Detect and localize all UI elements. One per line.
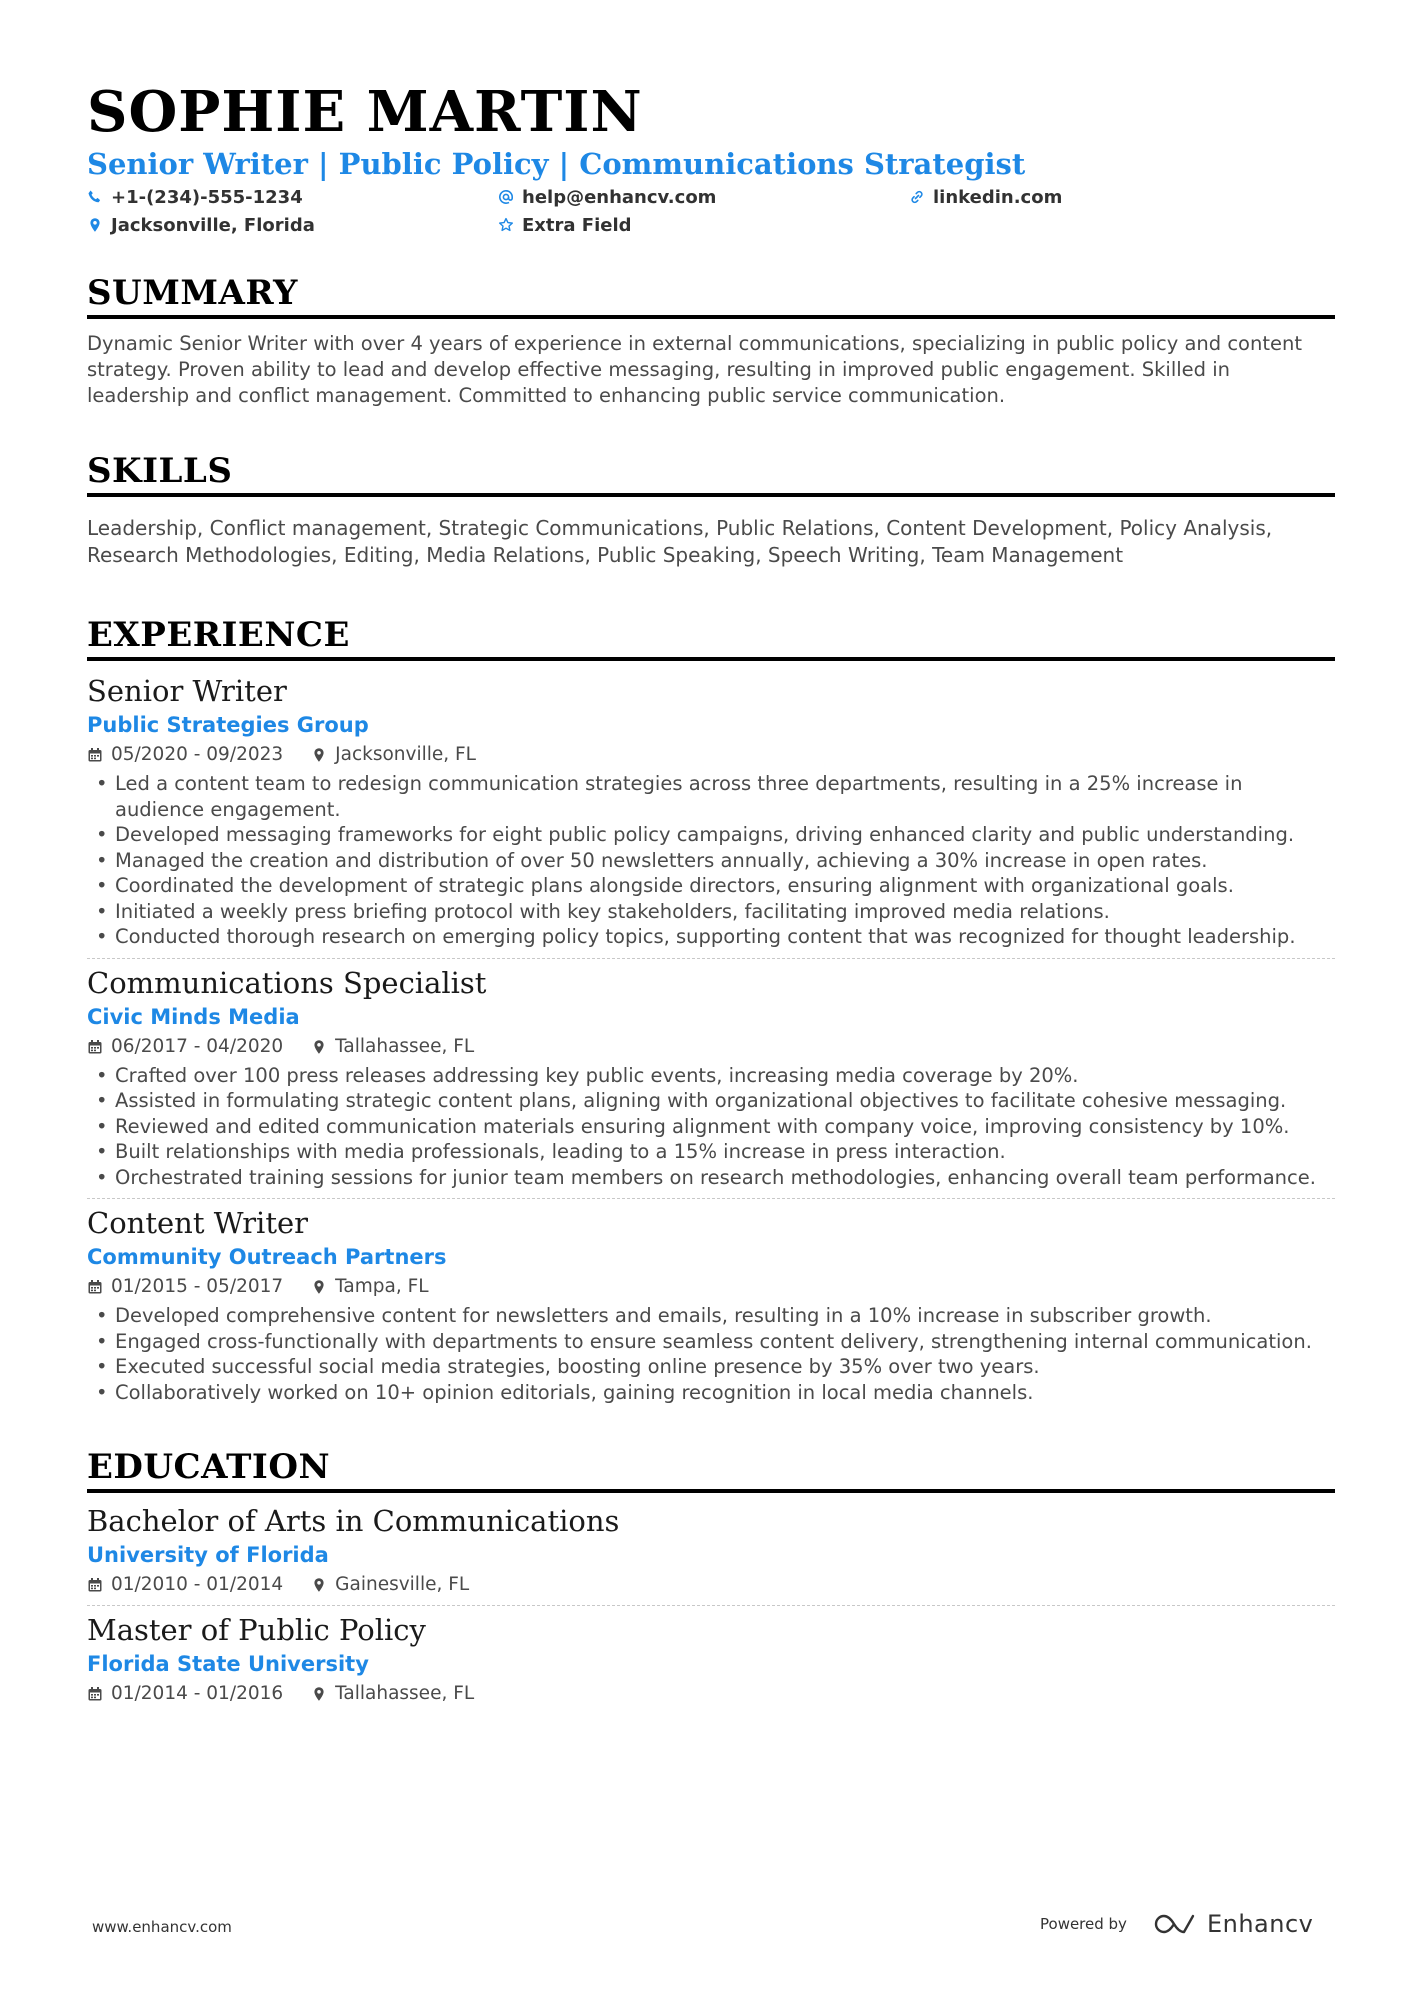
calendar-icon	[87, 1577, 103, 1593]
education-entry	[87, 1503, 1335, 1597]
list-item: • Reviewed and edited communication materials ensuring alignment with company voice, improving consistency by 10%.	[87, 1114, 1335, 1140]
contact-phone[interactable]	[87, 185, 498, 209]
contact-email[interactable]	[498, 185, 909, 209]
job-bullets	[87, 771, 1335, 950]
enhancv-logo-icon	[1153, 1912, 1199, 1936]
school-name[interactable]: University of Florida	[87, 1543, 329, 1567]
skills-text: Leadership, Conflict management, Strategic Communications, Public Relations, Content Development, Policy Analysis, Research Methodologies, Editing, Media Relations, Public Speaking, Speech Writing, Team Management	[87, 516, 1273, 567]
job-location-text: Jacksonville, FL	[335, 744, 476, 765]
education-location-text: Gainesville, FL	[335, 1574, 470, 1595]
contact-linkedin[interactable]	[909, 185, 1335, 209]
contact-phone-text: +1-(234)-555-1234	[111, 186, 303, 208]
brand-name: Enhancv	[1206, 1910, 1314, 1938]
calendar-icon	[87, 1279, 103, 1295]
list-item: • Assisted in formulating strategic content plans, aligning with organizational objectives to facilitate cohesive messaging.	[87, 1088, 1335, 1114]
entry-divider	[87, 1198, 1335, 1199]
degree-title: Master of Public Policy	[87, 1613, 426, 1647]
education-location-text: Tallahassee, FL	[335, 1683, 475, 1704]
location-icon	[311, 1686, 327, 1702]
footer-website[interactable]: www.enhancv.com	[92, 1918, 232, 1936]
job-meta	[87, 1275, 1335, 1299]
contact-location-text: Jacksonville, Florida	[111, 214, 315, 236]
job-bullets	[87, 1303, 1335, 1405]
footer-branding	[1040, 1910, 1313, 1938]
education-section	[87, 1447, 1335, 1706]
education-meta	[87, 1682, 1335, 1706]
list-item: • Orchestrated training sessions for junior team members on research methodologies, enhancing overall team performance.	[87, 1165, 1335, 1191]
candidate-name: SOPHIE MARTIN	[87, 79, 643, 145]
list-item: • Led a content team to redesign communication strategies across three departments, resulting in a 25% increase in audience engagement.	[87, 771, 1335, 822]
job-location-text: Tallahassee, FL	[335, 1035, 475, 1057]
job-dates-text: 05/2020 - 09/2023	[111, 744, 284, 765]
summary-text: Dynamic Senior Writer with over 4 years of experience in external communications, specializing in public policy and content strategy. Proven ability to lead and develop effective messaging, resulting in improved public engagement. Skilled in leadership and conflict management. Committed to enhancing public service communication.	[87, 332, 1302, 407]
summary-heading: SUMMARY	[87, 273, 1335, 319]
job-location	[311, 743, 476, 767]
job-bullets	[87, 1063, 1335, 1191]
calendar-icon	[87, 1686, 103, 1702]
list-item: • Initiated a weekly press briefing protocol with key stakeholders, facilitating improved media relations.	[87, 899, 1335, 925]
location-icon	[311, 1577, 327, 1593]
location-icon	[311, 747, 327, 763]
phone-icon	[87, 186, 109, 208]
list-item: • Managed the creation and distribution of over 50 newsletters annually, achieving a 30% increase in open rates.	[87, 848, 1335, 874]
list-item: • Crafted over 100 press releases addressing key public events, increasing media coverage by 20%.	[87, 1063, 1335, 1089]
education-meta	[87, 1573, 1335, 1597]
entry-divider	[87, 958, 1335, 959]
location-icon	[87, 214, 109, 236]
candidate-headline: Senior Writer | Public Policy | Communications Strategist	[87, 147, 1026, 181]
star-icon	[498, 214, 520, 236]
job-dates-text: 06/2017 - 04/2020	[111, 1035, 284, 1057]
summary-section	[87, 273, 1335, 409]
list-item: • Collaboratively worked on 10+ opinion editorials, gaining recognition in local media channels.	[87, 1380, 1335, 1406]
job-dates-text: 01/2015 - 05/2017	[111, 1276, 284, 1297]
contact-extra-text: Extra Field	[522, 214, 632, 236]
job-meta	[87, 1035, 1335, 1059]
education-location	[311, 1573, 469, 1597]
education-dates-text: 01/2010 - 01/2014	[111, 1574, 284, 1595]
degree-title: Bachelor of Arts in Communications	[87, 1504, 620, 1538]
list-item: • Developed comprehensive content for newsletters and emails, resulting in a 10% increase in subscriber growth.	[87, 1303, 1335, 1329]
calendar-icon	[87, 747, 103, 763]
experience-entry	[87, 965, 1335, 1191]
at-icon	[498, 186, 520, 208]
company-name[interactable]: Public Strategies Group	[87, 713, 369, 737]
contact-linkedin-text: linkedin.com	[933, 186, 1063, 208]
job-dates	[87, 743, 283, 767]
job-meta	[87, 743, 1335, 767]
experience-section	[87, 615, 1335, 1405]
job-dates	[87, 1275, 283, 1299]
location-icon	[311, 1039, 327, 1055]
contact-location	[87, 213, 498, 237]
list-item: • Built relationships with media professionals, leading to a 15% increase in press interaction.	[87, 1139, 1335, 1165]
list-item: • Engaged cross-functionally with departments to ensure seamless content delivery, strengthening internal communication.	[87, 1329, 1335, 1355]
company-name[interactable]: Civic Minds Media	[87, 1004, 300, 1029]
list-item: • Coordinated the development of strategic plans alongside directors, ensuring alignment with organizational goals.	[87, 873, 1335, 899]
education-heading: EDUCATION	[87, 1447, 1335, 1493]
job-title: Content Writer	[87, 1206, 309, 1240]
experience-entry	[87, 1205, 1335, 1405]
contact-email-text: help@enhancv.com	[522, 186, 717, 208]
job-title: Senior Writer	[87, 674, 287, 708]
list-item: • Executed successful social media strategies, boosting online presence by 35% over two years.	[87, 1354, 1335, 1380]
contact-extra	[498, 213, 909, 237]
education-entry	[87, 1612, 1335, 1706]
calendar-icon	[87, 1039, 103, 1055]
contact-info	[87, 185, 1335, 237]
education-dates-text: 01/2014 - 01/2016	[111, 1683, 284, 1704]
job-location-text: Tampa, FL	[335, 1276, 429, 1297]
education-dates	[87, 1682, 283, 1706]
experience-heading: EXPERIENCE	[87, 615, 1335, 661]
powered-by-label: Powered by	[1040, 1915, 1127, 1933]
job-title: Communications Specialist	[87, 965, 487, 1000]
education-dates	[87, 1573, 283, 1597]
link-icon	[909, 186, 931, 208]
resume-page	[87, 0, 1335, 1706]
experience-entry	[87, 673, 1335, 950]
skills-section	[87, 451, 1335, 569]
education-location	[311, 1682, 474, 1706]
company-name[interactable]: Community Outreach Partners	[87, 1245, 447, 1269]
list-item: • Developed messaging frameworks for eight public policy campaigns, driving enhanced clarity and public understanding.	[87, 822, 1335, 848]
job-location	[311, 1275, 428, 1299]
school-name[interactable]: Florida State University	[87, 1652, 369, 1676]
job-location	[311, 1035, 474, 1059]
location-icon	[311, 1279, 327, 1295]
skills-heading: SKILLS	[87, 451, 1335, 497]
job-dates	[87, 1035, 283, 1059]
list-item: • Conducted thorough research on emerging policy topics, supporting content that was recognized for thought leadership.	[87, 924, 1335, 950]
entry-divider	[87, 1605, 1335, 1606]
